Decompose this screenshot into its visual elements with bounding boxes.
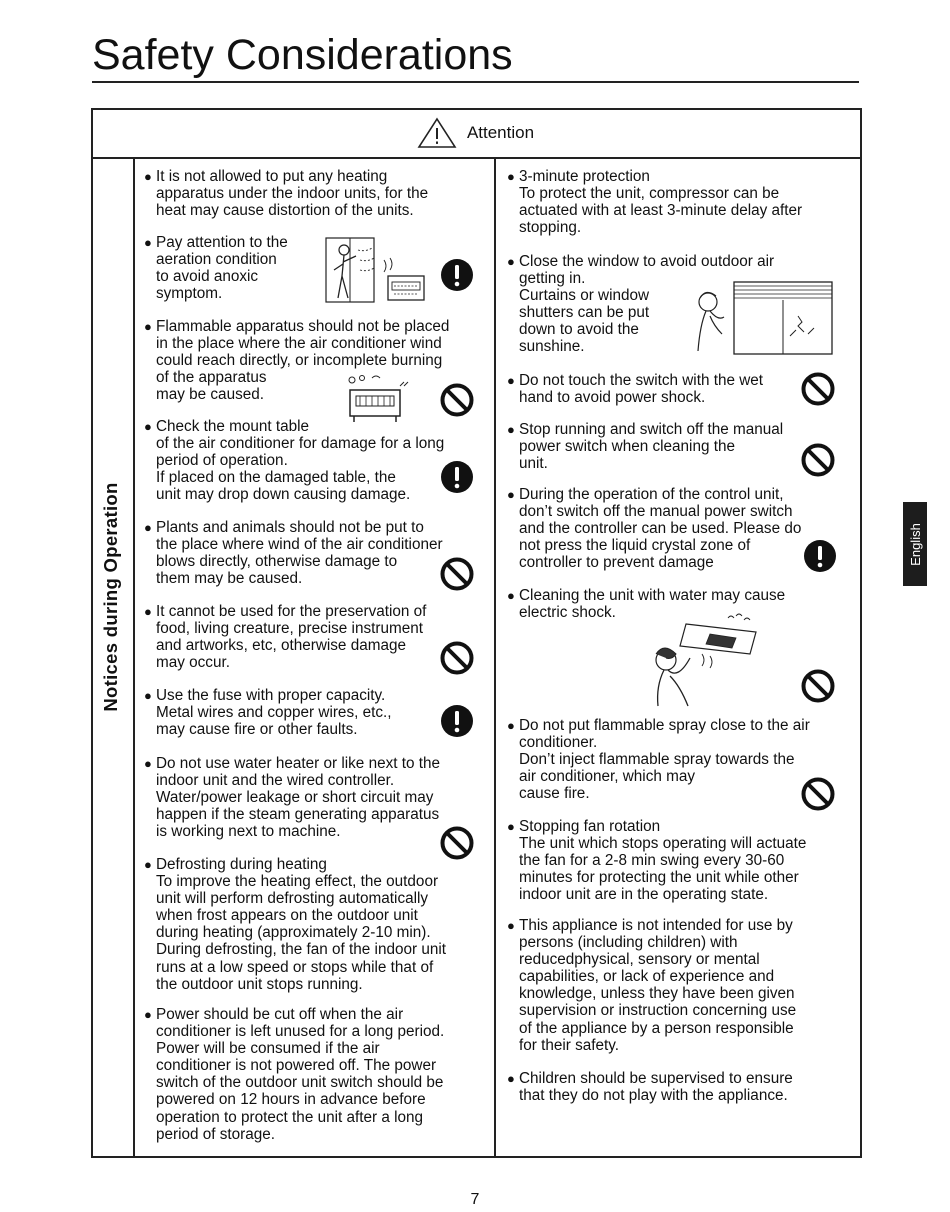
bullet-icon: ● (144, 857, 152, 872)
notice-text-line: switch of the outdoor unit switch should be (156, 1074, 444, 1092)
notice-text-line: sunshine. (519, 338, 585, 356)
notice-text-line: when frost appears on the outdoor unit (156, 907, 418, 925)
notice-text-line: getting in. (519, 270, 586, 288)
notice-text-line: period of operation. (156, 452, 288, 470)
notice-text-line: Power will be consumed if the air (156, 1040, 380, 1058)
notice-text-line: Do not use water heater or like next to the (156, 755, 441, 772)
bullet-icon: ● (144, 604, 152, 619)
bullet-icon: ● (507, 422, 515, 437)
notice-item (507, 486, 802, 572)
bullet-icon: ● (507, 718, 515, 733)
notice-text-line: runs at a low speed or stops while that of (156, 958, 434, 976)
notice-text-line: Do not touch the switch with the wet (519, 372, 764, 389)
language-tab-label: English (907, 522, 923, 566)
notice-item (507, 818, 807, 904)
notice-text-line: operation to protect the unit after a long (156, 1108, 424, 1126)
notice-text-line: them may be caused. (156, 570, 303, 588)
notice-text-line: conditioner is not powered off. The power (156, 1057, 437, 1075)
bullet-icon: ● (507, 254, 515, 269)
notice-text-line: in the place where the air conditioner wind (156, 335, 442, 353)
notice-text-line: the place where wind of the air conditioner (156, 536, 443, 554)
bullet-icon: ● (507, 918, 515, 933)
notice-text-line: To protect the unit, compressor can be (519, 185, 780, 203)
title-underline (92, 81, 859, 83)
notice-item (144, 418, 445, 504)
notice-text-line: reducedphysical, sensory or mental (519, 951, 760, 969)
bullet-icon: ● (507, 373, 515, 388)
bullet-icon: ● (144, 688, 152, 703)
notice-text-line: Defrosting during heating (156, 856, 327, 873)
notice-text-line: actuated with at least 3-minute delay after (519, 202, 803, 220)
notice-item (144, 168, 429, 220)
notice-text-line: Power should be cut off when the air (156, 1006, 404, 1023)
notice-item (144, 687, 392, 739)
notice-text-line: Check the mount table (156, 418, 310, 435)
notice-text-line: Children should be supervised to ensure (519, 1070, 793, 1087)
notice-text-line: persons (including children) with (519, 934, 738, 952)
notice-text-line: Pay attention to the (156, 234, 288, 251)
notice-text-line: is working next to machine. (156, 823, 341, 841)
attention-label: Attention (466, 122, 535, 142)
notice-item (507, 168, 803, 237)
prohibition-icon (440, 383, 474, 417)
notice-text-line: apparatus under the indoor units, for the (156, 185, 429, 203)
exclamation-circle-icon (803, 539, 837, 573)
notice-text-line: Do not put flammable spray close to the air (519, 717, 810, 734)
notice-item (507, 421, 784, 473)
bullet-icon: ● (144, 756, 152, 771)
notice-text-line: the outdoor unit stops running. (156, 975, 363, 993)
notice-text-line: During the operation of the control unit, (519, 486, 784, 503)
notice-text-line: for their safety. (519, 1036, 620, 1054)
notice-text-line: Cleaning the unit with water may cause (519, 587, 786, 604)
bullet-icon: ● (507, 1071, 515, 1086)
cleaning-with-water-illustration (644, 610, 766, 708)
notice-text-line: Stop running and switch off the manual (519, 421, 784, 438)
notice-text-line: unit will perform defrosting automatically (156, 890, 429, 908)
bullet-icon: ● (144, 520, 152, 535)
notice-text-line: air conditioner, which may (519, 768, 695, 786)
bullet-icon: ● (507, 588, 515, 603)
notice-text-line: of the apparatus (156, 369, 267, 387)
notice-text-line: It cannot be used for the preservation of (156, 603, 427, 620)
notice-text-line: power switch when cleaning the (519, 438, 735, 456)
notice-item (144, 1006, 445, 1143)
page-title: Safety Considerations (92, 31, 513, 79)
section-label: Notices during Operation (100, 482, 121, 712)
notice-item (507, 1070, 793, 1105)
notice-text-line: conditioner. (519, 734, 598, 752)
notice-text-line: could reach directly, or incomplete burning (156, 352, 443, 370)
notice-item (144, 519, 443, 588)
notice-text-line: unit. (519, 455, 548, 473)
bullet-icon: ● (144, 1007, 152, 1022)
notice-item (144, 234, 288, 303)
language-tab (903, 502, 927, 586)
column-divider (494, 157, 496, 1156)
notice-text-line: If placed on the damaged table, the (156, 469, 396, 487)
prohibition-icon (801, 669, 835, 703)
notice-text-line: may cause fire or other faults. (156, 721, 358, 739)
notice-text-line: to avoid anoxic (156, 268, 259, 286)
prohibition-icon (801, 372, 835, 406)
notice-text-line: hand to avoid power shock. (519, 389, 706, 407)
exclamation-circle-icon (440, 460, 474, 494)
heater-illustration (344, 372, 410, 424)
notice-text-line: During defrosting, the fan of the indoor unit (156, 941, 446, 959)
bullet-icon: ● (507, 169, 515, 184)
notice-text-line: Use the fuse with proper capacity. (156, 687, 386, 704)
notice-item (144, 755, 441, 841)
bullet-icon: ● (507, 819, 515, 834)
notice-text-line: powered on 12 hours in advance before (156, 1091, 426, 1109)
notice-text-line: To improve the heating effect, the outdoor (156, 873, 439, 891)
notice-text-line: It is not allowed to put any heating (156, 168, 388, 185)
exclamation-circle-icon (440, 704, 474, 738)
notice-text-line: and artworks, etc, otherwise damage (156, 637, 406, 655)
notice-text-line: conditioner is left unused for a long period. (156, 1023, 445, 1041)
notice-text-line: unit may drop down causing damage. (156, 486, 411, 504)
prohibition-icon (801, 777, 835, 811)
notice-text-line: heat may cause distortion of the units. (156, 202, 414, 220)
notice-text-line: may be caused. (156, 386, 264, 404)
prohibition-icon (801, 443, 835, 477)
notice-text-line: indoor unit and the wired controller. (156, 772, 395, 790)
notice-text-line: Water/power leakage or short circuit may (156, 789, 434, 807)
notice-text-line: the fan for a 2-8 min swing every 30-60 (519, 852, 785, 870)
notice-text-line: Curtains or window (519, 287, 650, 305)
notice-text-line: 3-minute protection (519, 168, 650, 185)
notice-text-line: Stopping fan rotation (519, 818, 661, 835)
notice-text-line: period of storage. (156, 1125, 276, 1143)
notice-text-line: Metal wires and copper wires, etc., (156, 704, 392, 722)
notice-item (507, 717, 810, 803)
notice-text-line: may occur. (156, 654, 230, 672)
page-number: 7 (470, 1191, 480, 1208)
notice-text-line: Flammable apparatus should not be placed (156, 318, 450, 335)
notice-text-line: not press the liquid crystal zone of (519, 537, 751, 555)
notice-text-line: during heating (approximately 2-10 min). (156, 924, 431, 942)
notice-text-line: don’t switch off the manual power switch (519, 503, 793, 521)
notice-text-line: Close the window to avoid outdoor air (519, 253, 775, 270)
exclamation-circle-icon (440, 258, 474, 292)
prohibition-icon (440, 826, 474, 860)
notice-text-line: The unit which stops operating will actuate (519, 835, 807, 853)
bullet-icon: ● (144, 419, 152, 434)
notice-item (144, 603, 427, 672)
notice-text-line: This appliance is not intended for use by (519, 917, 793, 934)
notice-text-line: capabilities, or lack of experience and (519, 968, 775, 986)
notice-text-line: controller to prevent damage (519, 554, 714, 572)
notice-text-line: supervision or instruction concerning use (519, 1002, 797, 1020)
notice-text-line: electric shock. (519, 604, 616, 622)
notice-text-line: down to avoid the (519, 321, 639, 339)
notice-item (144, 856, 446, 993)
prohibition-icon (440, 641, 474, 675)
notice-text-line: knowledge, unless they have been given (519, 985, 795, 1003)
notice-text-line: that they do not play with the appliance. (519, 1087, 788, 1105)
notice-text-line: of the appliance by a person responsible (519, 1019, 794, 1037)
notice-text-line: shutters can be put (519, 304, 650, 322)
attention-header (91, 108, 860, 159)
notice-item (507, 917, 797, 1054)
notice-text-line: food, living creature, precise instrument (156, 620, 423, 638)
notice-text-line: cause fire. (519, 785, 590, 803)
bullet-icon: ● (144, 169, 152, 184)
window-curtain-illustration (690, 280, 834, 358)
bullet-icon: ● (144, 235, 152, 250)
notice-text-line: Plants and animals should not be put to (156, 519, 424, 536)
notice-text-line: aeration condition (156, 251, 277, 269)
notice-text-line: happen if the steam generating apparatus (156, 806, 440, 824)
bullet-icon: ● (144, 319, 152, 334)
notice-text-line: of the air conditioner for damage for a long (156, 435, 445, 453)
bullet-icon: ● (507, 487, 515, 502)
notice-text-line: and the controller can be used. Please do (519, 520, 802, 538)
notice-item (507, 372, 764, 407)
notice-text-line: Don’t inject flammable spray towards the (519, 751, 795, 769)
notice-text-line: symptom. (156, 285, 223, 303)
warning-triangle-icon (417, 117, 457, 149)
notice-text-line: indoor unit are in the operating state. (519, 886, 769, 904)
ventilation-illustration (324, 236, 428, 306)
notice-text-line: blows directly, otherwise damage to (156, 553, 398, 571)
notice-text-line: minutes for protecting the unit while other (519, 869, 799, 887)
notice-text-line: stopping. (519, 219, 582, 237)
prohibition-icon (440, 557, 474, 591)
